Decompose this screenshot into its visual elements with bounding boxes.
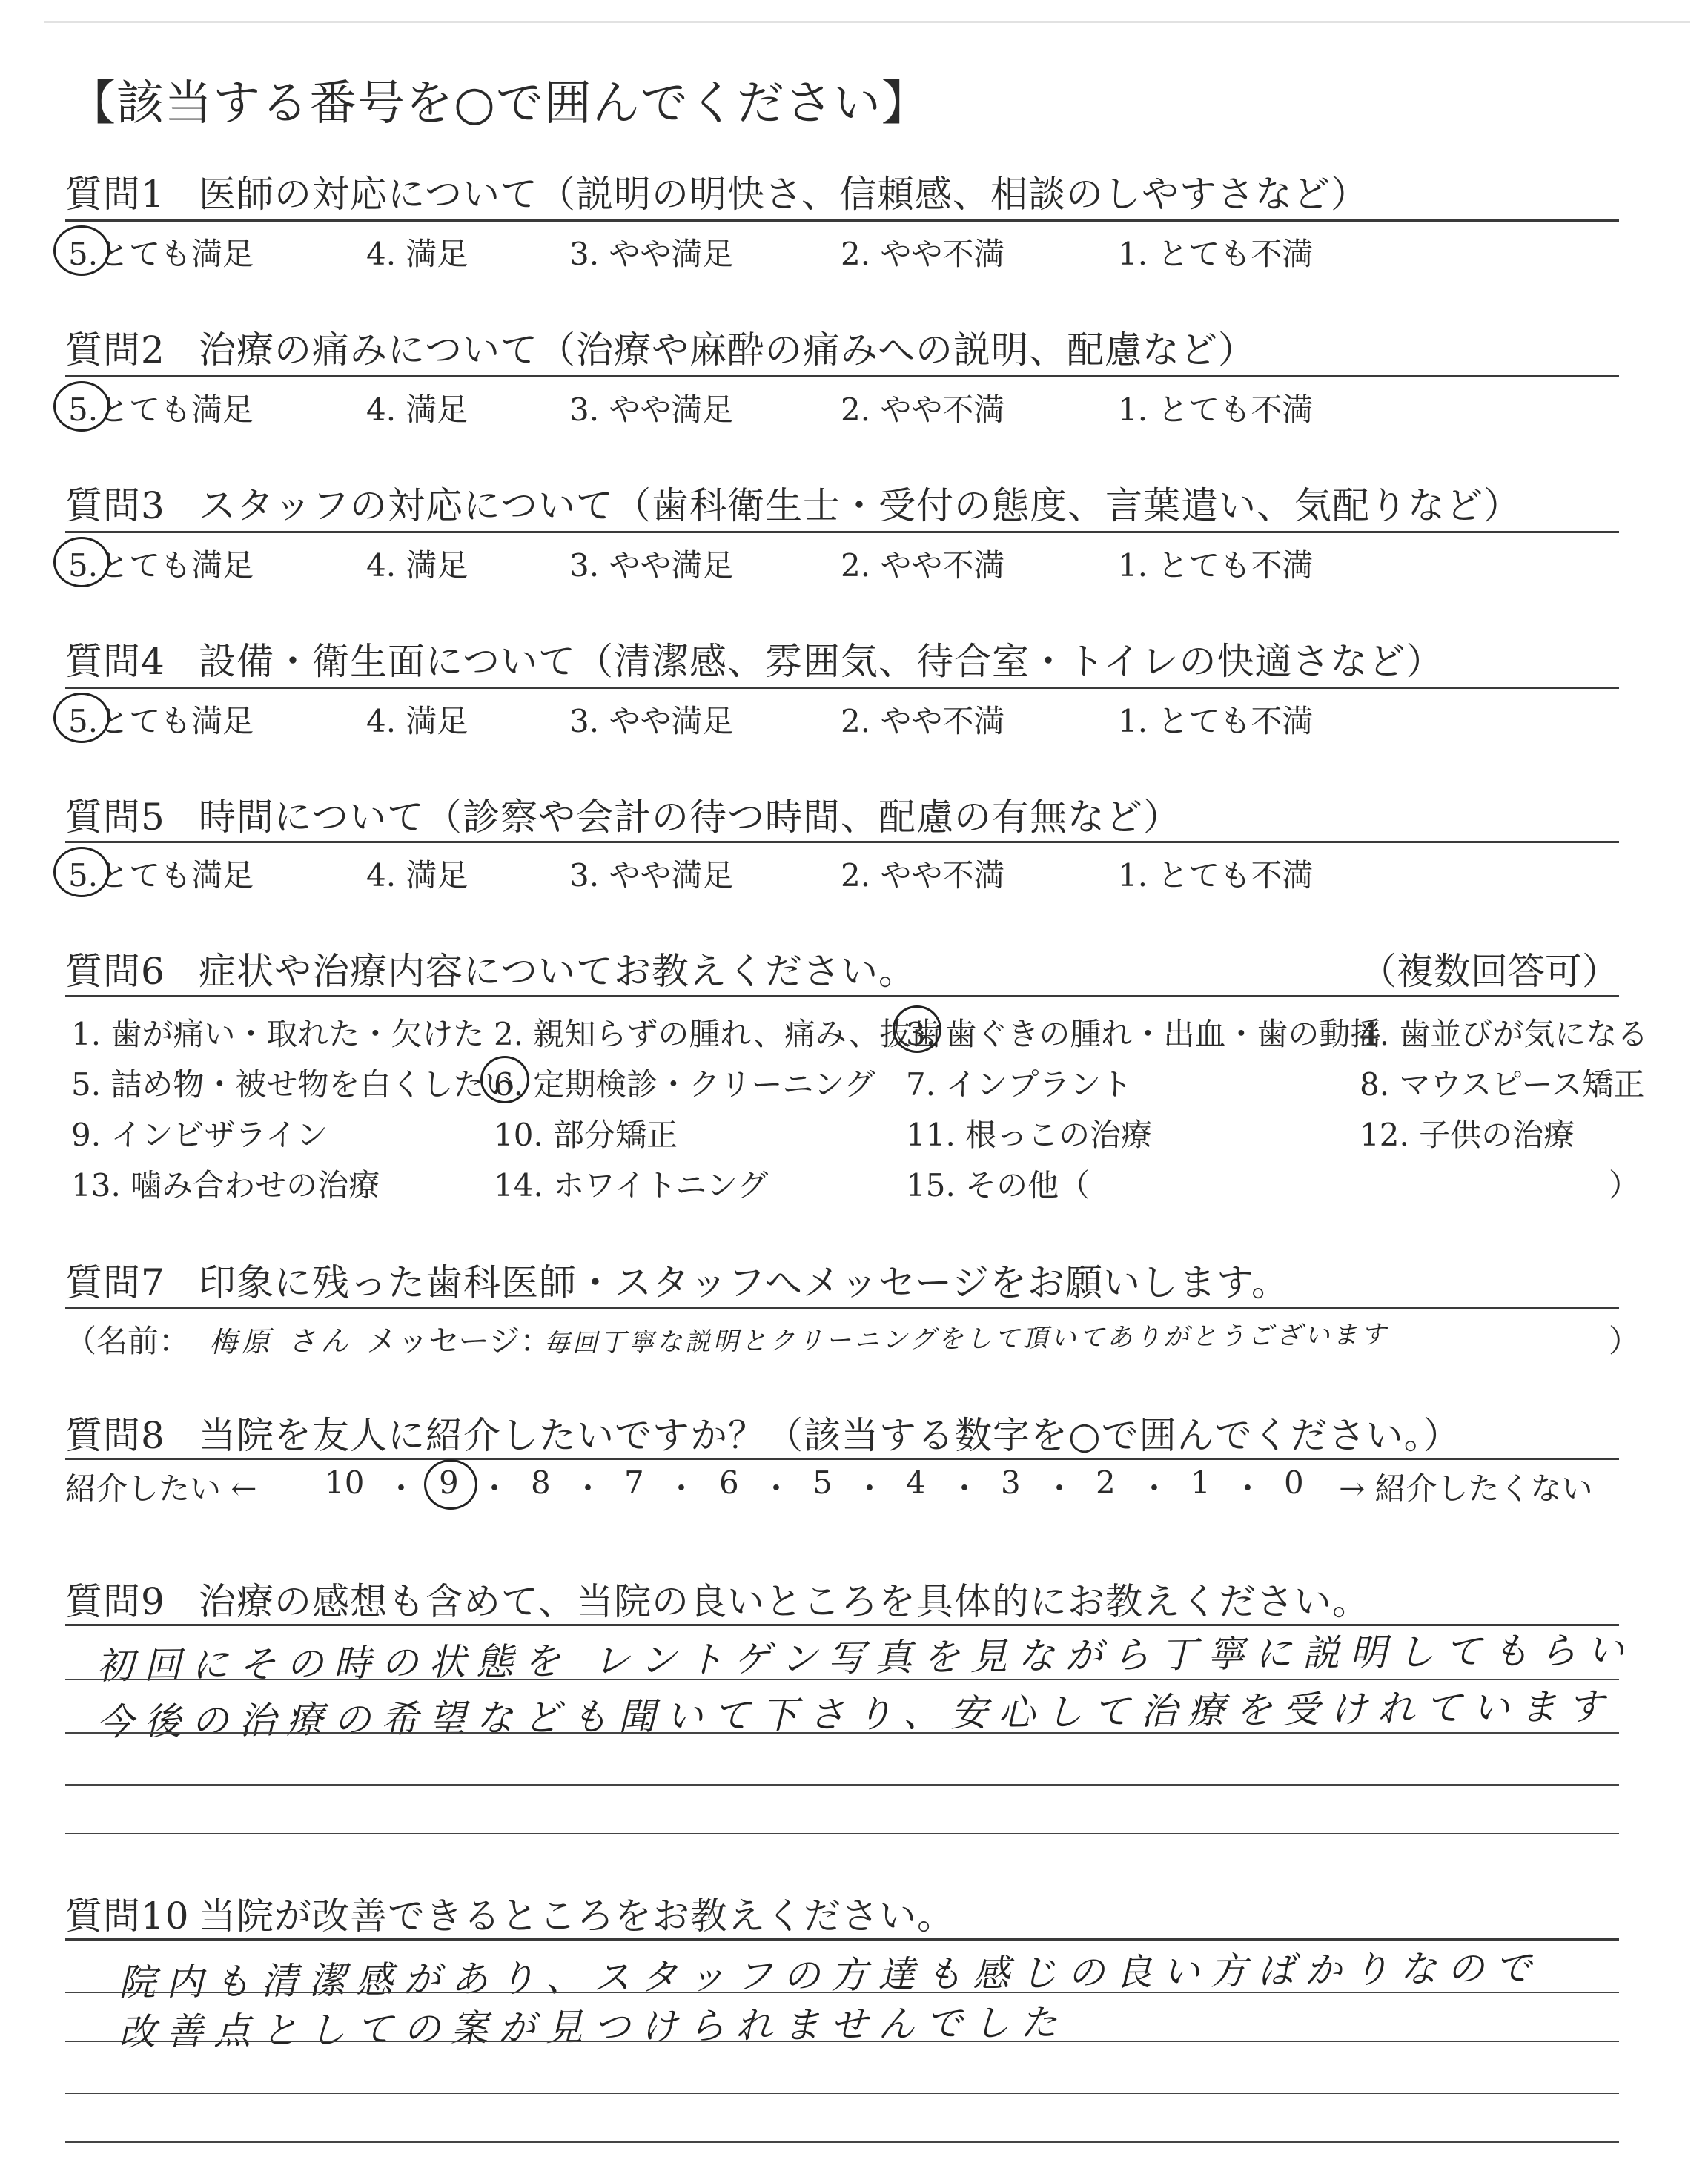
scale-separator: ・ [1232,1470,1264,1507]
scale-8[interactable]: 8 [531,1464,551,1501]
scale-1[interactable]: 1 [1191,1464,1211,1501]
selection-circle [424,1459,477,1510]
question-10 [65,1886,955,1940]
item-7[interactable]: 7. インプラント [906,1066,1133,1103]
name-label: （名前： [65,1323,191,1359]
question-text: 時間について（診察や会計の待つ時間、配慮の有無など） [199,796,1181,839]
option-2[interactable]: 2. やや不満 [841,547,1005,584]
option-3[interactable]: 3. やや満足 [569,392,734,428]
answer-rule [65,1784,1619,1786]
item-13[interactable]: 13. 噛み合わせの治療 [71,1167,380,1203]
answer-line-1[interactable]: 院内も清潔感があり、スタッフの方達も感じの良い方ばかりなので [118,1946,1543,2005]
scale-separator: ・ [385,1470,417,1507]
question-1 [65,165,1368,218]
recommend-right-label: → 紹介したくない [1339,1470,1593,1507]
question-text: 設備・衛生面について（清潔感、雰囲気、待合室・トイレの快適さなど） [199,640,1444,683]
option-2[interactable]: 2. やや不満 [841,857,1005,894]
item-12[interactable]: 12. 子供の治療 [1360,1117,1575,1153]
option-1[interactable]: 1. とても不満 [1118,857,1314,894]
message-value[interactable]: 毎回丁寧な説明とクリーニングをして頂いてありがとうございます [543,1320,1389,1358]
option-2[interactable]: 2. やや不満 [841,236,1005,272]
divider [65,1458,1619,1460]
scale-5[interactable]: 5 [812,1464,833,1501]
question-number: 質問5 [65,796,165,839]
closing-paren: ） [1609,1323,1641,1359]
selection-circle [53,537,110,587]
option-3[interactable]: 3. やや満足 [569,547,734,584]
item-11[interactable]: 11. 根っこの治療 [906,1117,1153,1153]
scale-4[interactable]: 4 [906,1464,926,1501]
scale-3[interactable]: 3 [1001,1464,1021,1501]
question-number: 質問9 [65,1580,165,1623]
message-label: メッセージ： [366,1323,552,1359]
option-4[interactable]: 4. 満足 [366,236,469,272]
item-2[interactable]: 2. 親知らずの腫れ、痛み、抜歯 [494,1016,942,1052]
answer-line-2[interactable]: 今後の治療の希望なども聞いて下さり、安心して治療を受けれています [96,1685,1615,1744]
scale-6[interactable]: 6 [719,1464,739,1501]
question-text: 治療の痛みについて（治療や麻酔の痛みへの説明、配慮など） [199,328,1256,371]
question-text: 医師の対応について（説明の明快さ、信頼感、相談のしやすさなど） [199,173,1368,216]
scale-0[interactable]: 0 [1284,1464,1304,1501]
divider [65,219,1619,222]
option-3[interactable]: 3. やや満足 [569,857,734,894]
answer-rule [65,2141,1619,2143]
page-header: 【該当する番号を○で囲んでください】 [68,76,930,131]
divider [65,995,1619,997]
option-2[interactable]: 2. やや不満 [841,392,1005,428]
option-5[interactable]: 5.とても満足 [68,703,254,739]
question-number: 質問1 [65,173,165,216]
scale-separator: ・ [1044,1470,1076,1507]
option-1[interactable]: 1. とても不満 [1118,236,1314,272]
item-3[interactable]: 3. 歯ぐきの腫れ・出血・歯の動揺 [906,1016,1382,1052]
question-number: 質問3 [65,484,165,527]
divider [65,375,1619,377]
item-14[interactable]: 14. ホワイトニング [494,1167,769,1203]
question-number: 質問4 [65,640,165,683]
option-5[interactable]: 5.とても満足 [68,236,254,272]
closing-paren: ） [1609,1167,1641,1203]
option-1[interactable]: 1. とても不満 [1118,392,1314,428]
selection-circle [53,225,110,276]
scale-separator: ・ [949,1470,981,1507]
item-5[interactable]: 5. 詰め物・被せ物を白くしたい [71,1066,516,1103]
scale-separator: ・ [854,1470,886,1507]
selection-circle [480,1056,529,1103]
answer-rule [65,1833,1619,1834]
selection-circle [53,693,110,743]
scale-2[interactable]: 2 [1096,1464,1116,1501]
question-5 [65,787,1181,841]
scale-separator: ・ [1139,1470,1171,1507]
question-number: 質問7 [65,1261,165,1304]
option-5[interactable]: 5.とても満足 [68,547,254,584]
selection-circle [53,847,110,897]
divider [65,841,1619,843]
question-8 [65,1406,1461,1459]
option-5[interactable]: 5.とても満足 [68,857,254,894]
scale-10[interactable]: 10 [325,1464,365,1501]
question-3 [65,476,1521,529]
question-text: 印象に残った歯科医師・スタッフへメッセージをお願いします。 [199,1261,1289,1304]
question-6 [65,942,916,995]
answer-rule [65,1732,1619,1734]
scale-separator: ・ [479,1470,511,1507]
answer-line-1[interactable]: 初回にその時の状態を レントゲン写真を見ながら丁寧に説明してもらい [96,1628,1635,1688]
multiple-answer-note: （複数回答可） [1360,950,1619,993]
scale-7[interactable]: 7 [624,1464,644,1501]
question-9 [65,1572,1370,1625]
item-10[interactable]: 10. 部分矯正 [494,1117,678,1153]
option-1[interactable]: 1. とても不満 [1118,703,1314,739]
divider [65,531,1619,533]
item-4[interactable]: 4. 歯並びが気になる [1360,1016,1649,1052]
question-text: 治療の感想も含めて、当院の良いところを具体的にお教えください。 [199,1580,1370,1623]
question-text: 当院が改善できるところをお教えください。 [199,1895,955,1938]
name-value[interactable]: 梅原 さん [208,1324,354,1359]
question-text: 当院を友人に紹介したいですか？（該当する数字を○で囲んでください。） [199,1414,1461,1457]
answer-line-2[interactable]: 改善点としての案が見つけられませんでした [118,2001,1068,2054]
question-7 [65,1253,1289,1307]
top-border [44,21,1690,23]
answer-rule [65,2041,1619,2042]
question-text: スタッフの対応について（歯科衛生士・受付の態度、言葉遣い、気配りなど） [199,484,1521,527]
option-1[interactable]: 1. とても不満 [1118,547,1314,584]
option-3[interactable]: 3. やや満足 [569,236,734,272]
answer-rule [65,2093,1619,2094]
option-4[interactable]: 4. 満足 [366,547,469,584]
option-4[interactable]: 4. 満足 [366,703,469,739]
item-6[interactable]: 6. 定期検診・クリーニング [494,1066,875,1103]
item-15[interactable]: 15. その他（ [906,1167,1090,1203]
option-3[interactable]: 3. やや満足 [569,703,734,739]
item-8[interactable]: 8. マウスピース矯正 [1360,1066,1645,1103]
question-2 [65,320,1256,374]
question-number: 質問6 [65,950,165,993]
option-5[interactable]: 5.とても満足 [68,392,254,428]
recommend-left-label: 紹介したい ← [65,1470,257,1507]
scale-separator: ・ [572,1470,604,1507]
item-9[interactable]: 9. インビザライン [71,1117,328,1153]
question-number: 質問10 [65,1895,190,1938]
question-number: 質問8 [65,1414,165,1457]
item-1[interactable]: 1. 歯が痛い・取れた・欠けた [71,1016,485,1052]
scale-separator: ・ [761,1470,792,1507]
answer-rule [65,1992,1619,1993]
scale-separator: ・ [666,1470,698,1507]
question-number: 質問2 [65,328,165,371]
selection-circle [893,1005,941,1053]
divider [65,1307,1619,1309]
option-4[interactable]: 4. 満足 [366,857,469,894]
option-2[interactable]: 2. やや不満 [841,703,1005,739]
question-text: 症状や治療内容についてお教えください。 [199,950,916,993]
option-4[interactable]: 4. 満足 [366,392,469,428]
selection-circle [53,381,110,432]
divider [65,687,1619,689]
scale-9[interactable]: 9 [439,1464,459,1501]
question-4 [65,632,1444,685]
